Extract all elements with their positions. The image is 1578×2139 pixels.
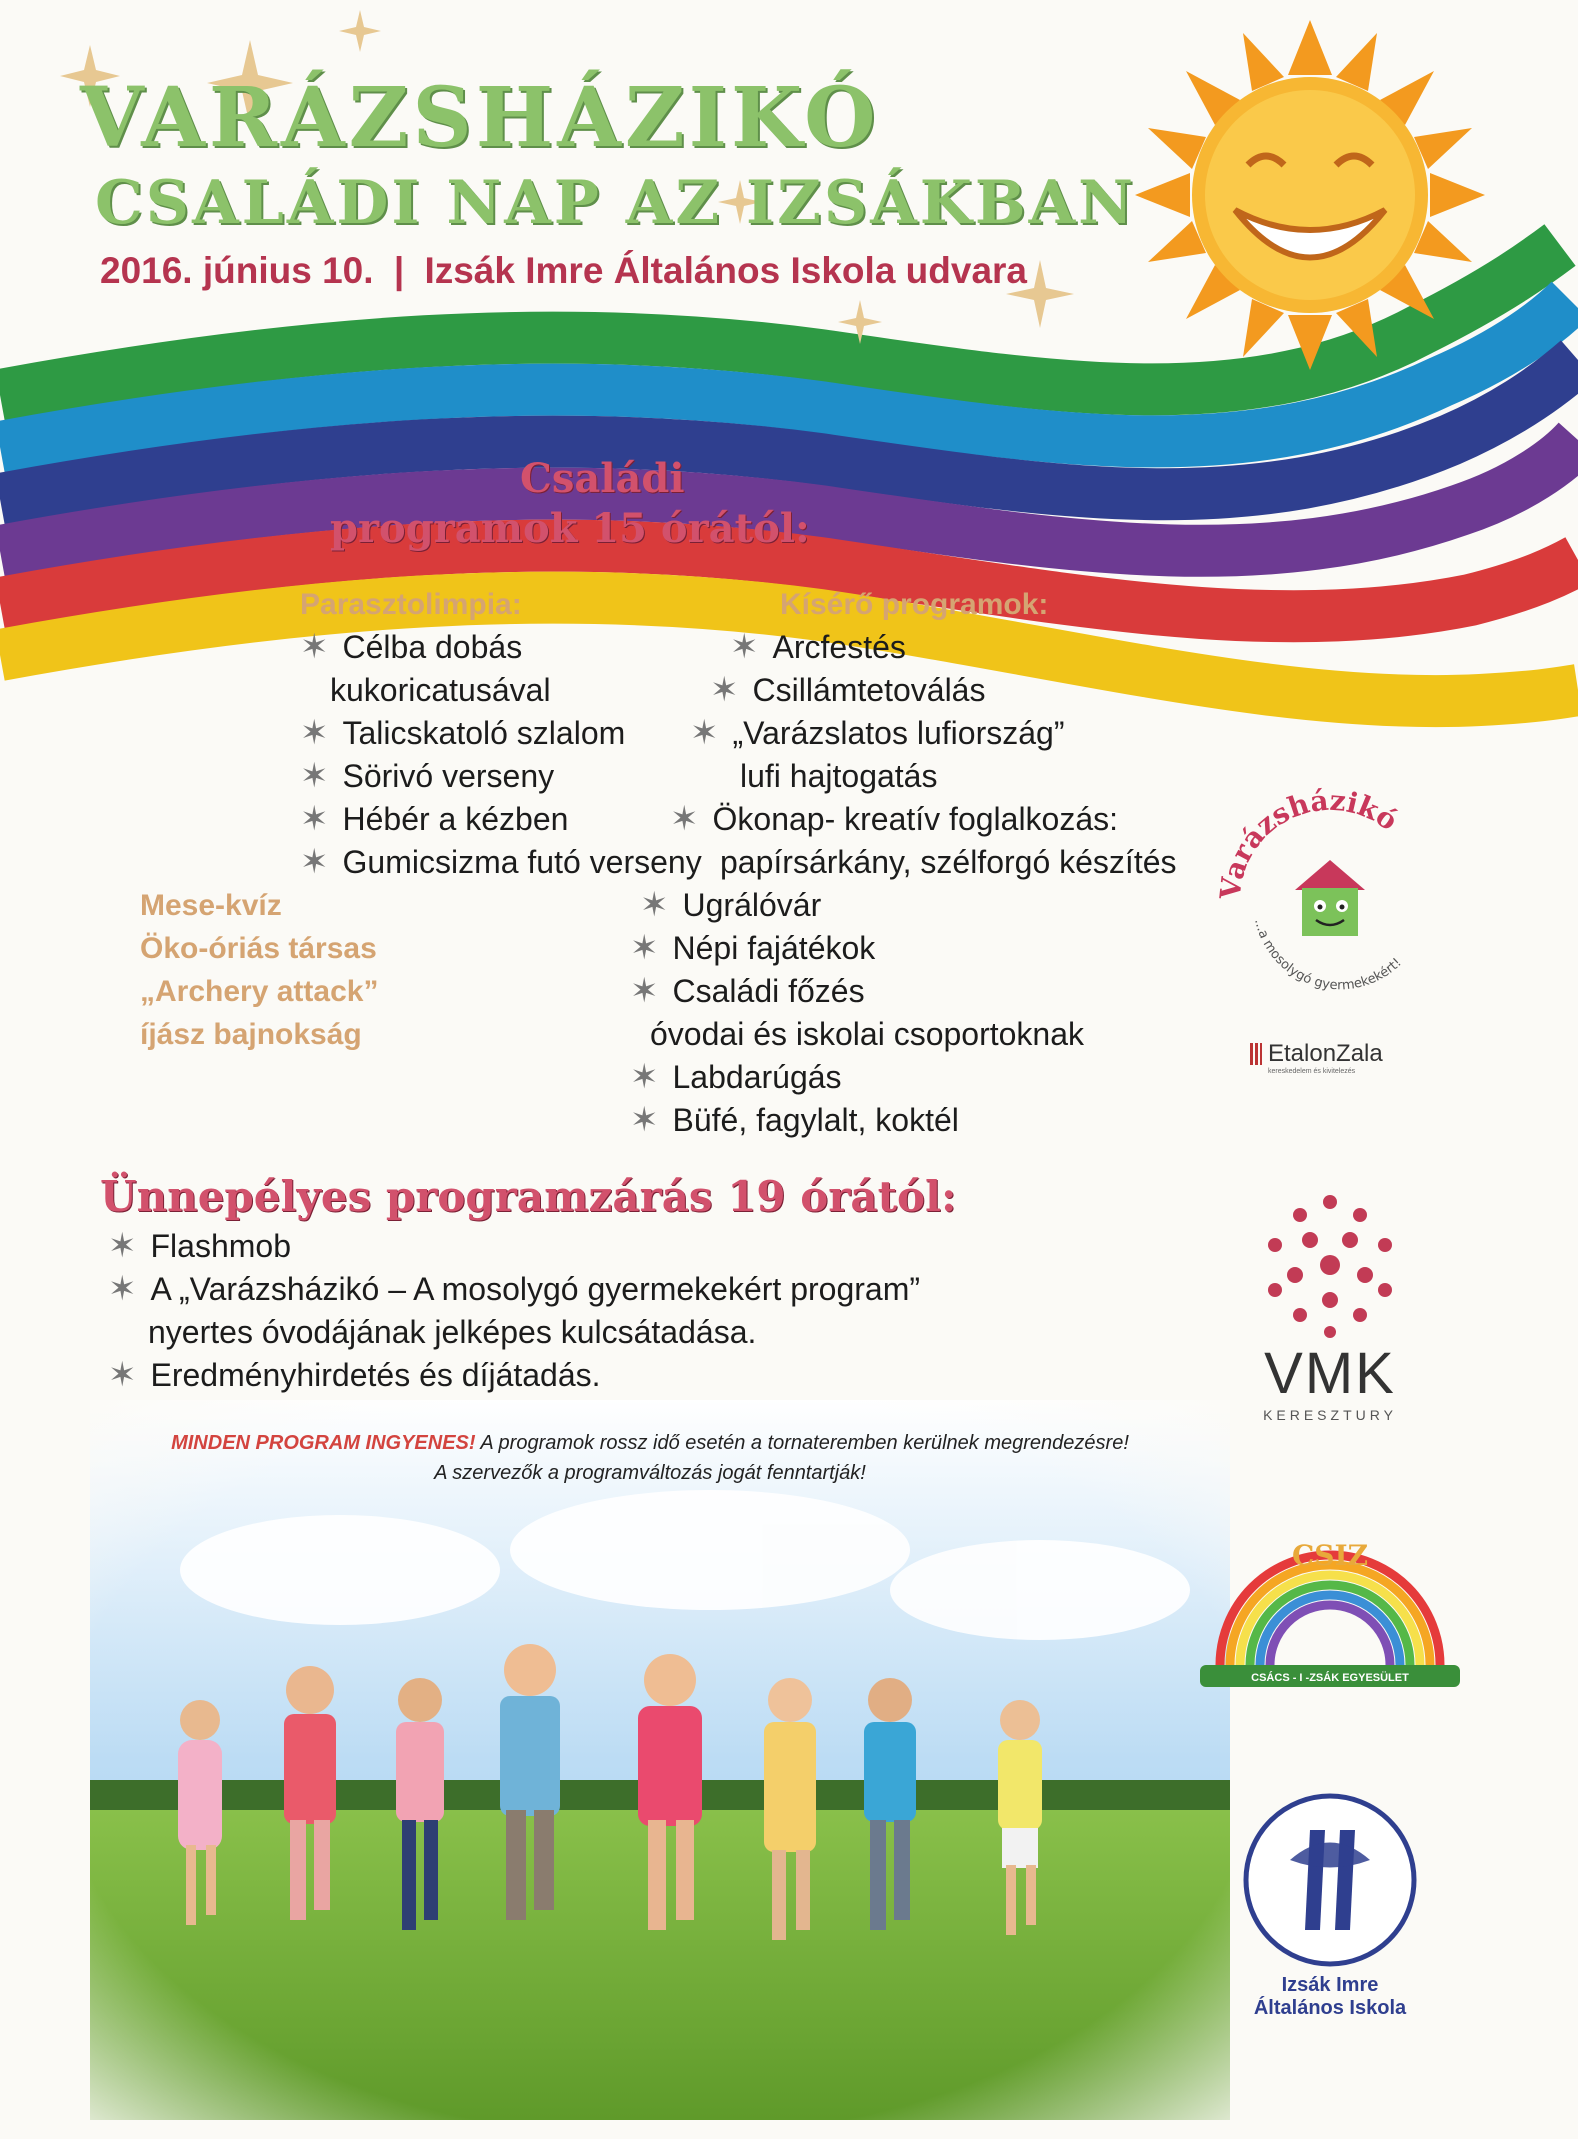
program-item-text: A „Varázsházikó – A mosolygó gyermekekért program” <box>150 1271 921 1307</box>
program-item <box>630 712 1177 755</box>
children-meadow-photo <box>90 1400 1230 2120</box>
house-icon <box>1295 860 1365 936</box>
star-bullet-icon: ✶ <box>300 800 329 838</box>
program-extra-item: Öko-óriás társas <box>140 932 377 965</box>
star-bullet-icon: ✶ <box>300 628 329 666</box>
program-item <box>630 755 1177 798</box>
program-item-text: Ugrálóvár <box>682 887 822 923</box>
program-item-text: Ökonap- kreatív foglalkozás: <box>712 801 1119 837</box>
date-venue-line <box>100 250 1027 292</box>
star-bullet-icon: ✶ <box>690 714 719 752</box>
star-bullet-icon: ✶ <box>300 714 329 752</box>
program-item-text: Büfé, fagylalt, koktél <box>672 1102 959 1138</box>
notice-text <box>120 1428 1180 1488</box>
vmk-logo <box>1245 1340 1415 1423</box>
separator: | <box>393 250 405 291</box>
star-bullet-icon: ✶ <box>640 886 669 924</box>
program-item <box>630 669 1177 712</box>
event-venue: Izsák Imre Általános Iskola udvara <box>424 250 1028 291</box>
etalon-name: EtalonZala <box>1268 1040 1383 1067</box>
school-name-1: Izsák Imre <box>1281 1974 1379 1996</box>
program-item-text: „Varázslatos lufiország” <box>732 715 1065 751</box>
closing-heading: Ünnepélyes programzárás 19 órától: <box>100 1172 957 1221</box>
right-item-list <box>630 626 1177 1142</box>
program-item <box>108 1311 920 1354</box>
star-bullet-icon: ✶ <box>710 671 739 709</box>
vmk-dots-logo <box>1255 1190 1405 1340</box>
star-bullet-icon: ✶ <box>670 800 699 838</box>
school-logo <box>1240 1790 1420 2020</box>
program-item <box>108 1354 920 1397</box>
program-item-text: lufi hajtogatás <box>740 758 938 794</box>
free-program-notice: MINDEN PROGRAM INGYENES! <box>171 1432 476 1454</box>
weather-notice: A programok rossz idő esetén a tornateremben kerülnek megrendezésre! <box>480 1432 1129 1454</box>
varazshaziko-arc-text: Varázsházikó <box>1213 783 1404 901</box>
program-item <box>630 927 1177 970</box>
etalonzala-logo <box>1250 1040 1450 1075</box>
star-bullet-icon: ✶ <box>108 1227 137 1265</box>
star-bullet-icon: ✶ <box>630 929 659 967</box>
program-item-text: kukoricatusával <box>330 672 551 708</box>
program-extra-item: Mese-kvíz <box>140 889 282 922</box>
program-item-text: Népi fajátékok <box>672 930 876 966</box>
varazshaziko-logo <box>1210 770 1450 1010</box>
program-item <box>630 626 1177 669</box>
program-item-text: Eredményhirdetés és díjátadás. <box>150 1357 601 1393</box>
program-item-text: Talicskatoló szlalom <box>342 715 626 751</box>
program-item-text: Sörivó verseny <box>342 758 555 794</box>
change-notice: A szervezők a programváltozás jogát fenntartják! <box>434 1462 866 1484</box>
program-item-text: Arcfestés <box>772 629 906 665</box>
vmk-name: KERESZTURY <box>1263 1407 1397 1423</box>
program-item <box>108 1225 920 1268</box>
star-bullet-icon: ✶ <box>630 972 659 1010</box>
closing-item-list <box>108 1225 920 1397</box>
star-bullet-icon: ✶ <box>630 1058 659 1096</box>
program-item <box>108 1268 920 1311</box>
program-item-text: nyertes óvodájának jelképes kulcsátadása. <box>148 1314 757 1350</box>
parasztolimpia-heading: Parasztolimpia: <box>300 588 522 621</box>
vmk-mark: VMK <box>1264 1341 1396 1406</box>
program-item <box>630 1056 1177 1099</box>
kisero-programs-heading: Kísérő programok: <box>780 588 1049 621</box>
sun-icon <box>1135 20 1485 370</box>
program-item-text: papírsárkány, szélforgó készítés <box>720 844 1177 880</box>
program-item-text: Célba dobás <box>342 629 523 665</box>
varazshaziko-tagline: ...a mosolygó gyermekekért! <box>1251 917 1405 994</box>
star-bullet-icon: ✶ <box>630 1101 659 1139</box>
star-bullet-icon: ✶ <box>108 1270 137 1308</box>
program-item <box>630 970 1177 1013</box>
family-programs-heading-2: programok 15 órától: <box>330 505 810 552</box>
program-item <box>630 1099 1177 1142</box>
program-item <box>630 841 1177 884</box>
program-item-text: Csillámtetoválás <box>752 672 986 708</box>
program-item <box>630 884 1177 927</box>
etalon-bars-icon <box>1250 1043 1262 1065</box>
program-item-text: óvodai és iskolai csoportoknak <box>650 1016 1085 1052</box>
star-bullet-icon: ✶ <box>300 843 329 881</box>
program-item-text: Flashmob <box>150 1228 291 1264</box>
right-program-column <box>630 583 1177 1142</box>
program-item-text: Családi főzés <box>672 973 865 1009</box>
family-programs-heading-1: Családi <box>520 455 685 502</box>
program-item-text: Gumicsizma futó verseny <box>342 844 702 880</box>
program-item <box>630 798 1177 841</box>
csiz-mark: CSIZ <box>1291 1539 1369 1572</box>
program-item-text: Labdarúgás <box>672 1059 842 1095</box>
csiz-logo <box>1200 1525 1460 1690</box>
program-item-text: Hébér a kézben <box>342 801 569 837</box>
program-item <box>630 1013 1177 1056</box>
etalon-tagline: kereskedelem és kivitelezés <box>1268 1068 1356 1075</box>
star-bullet-icon: ✶ <box>300 757 329 795</box>
school-name-2: Általános Iskola <box>1253 1997 1407 2019</box>
star-bullet-icon: ✶ <box>108 1356 137 1394</box>
event-subtitle: CSALÁDI NAP AZ IZSÁKBAN <box>95 168 1137 238</box>
sparkle-icon <box>339 10 381 52</box>
program-extra-item: „Archery attack” <box>140 975 379 1008</box>
event-title: VARÁZSHÁZIKÓ <box>80 70 880 166</box>
program-extra-item: íjász bajnokság <box>140 1018 362 1051</box>
csiz-name: CSÁCS - I -ZSÁK EGYESÜLET <box>1251 1672 1409 1684</box>
star-bullet-icon: ✶ <box>730 628 759 666</box>
event-date: 2016. június 10. <box>100 250 374 291</box>
